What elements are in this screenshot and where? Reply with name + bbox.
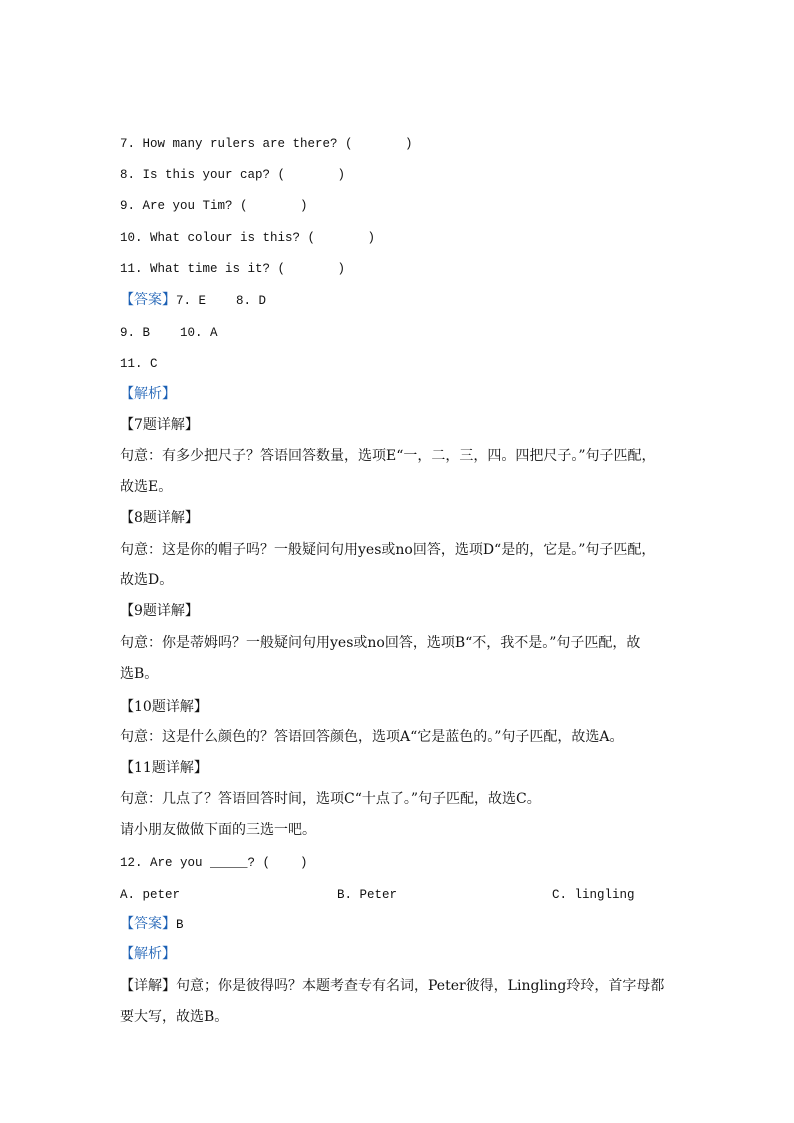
option-a: A. peter [120,888,181,902]
detail-10-line-1: 句意：这是什么颜色的？答语回答颜色，选项A“它是蓝色的。”句子匹配，故选A。 [120,729,624,745]
instruction: 请小朋友做做下面的三选一吧。 [120,822,316,838]
analysis-12-text: 句意；你是彼得吗？本题考查专有名词，Peter彼得，Lingling玲玲，首字母都 [176,978,665,994]
answer-12-line [120,915,184,934]
answer-12-tag: 【答案】 [120,916,176,932]
detail-8-line-1: 句意：这是你的帽子吗？一般疑问句用yes或no回答，选项D“是的，它是。”句子匹配， [120,542,656,558]
detail-11-line-1: 句意：几点了？答语回答时间，选项C“十点了。”句子匹配，故选C。 [120,791,541,807]
detail-7-line-1: 句意：有多少把尺子？答语回答数量，选项E“一，二，三，四。四把尺子。”句子匹配， [120,448,656,464]
question-9: 9. Are you Tim? ( ) [120,199,308,213]
detail-9-line-1: 句意：你是蒂姆吗？一般疑问句用yes或no回答，选项B“不，我不是。”句子匹配，故 [120,635,641,651]
question-10: 10. What colour is this? ( ) [120,231,376,245]
answer-line-3: 11. C [120,357,158,371]
analysis-tag: 【解析】 [120,386,176,402]
detail-8-line-2: 故选D。 [120,572,174,588]
answer-line-2: 9. B 10. A [120,326,218,340]
detail-10-heading: 【10题详解】 [120,699,208,715]
question-12: 12. Are you _____? ( ) [120,856,308,870]
question-7: 7. How many rulers are there? ( ) [120,137,413,151]
analysis-12-tag: 【解析】 [120,946,176,962]
answer-tag: 【答案】 [120,292,176,308]
detail-11-heading: 【11题详解】 [120,760,208,776]
option-c: C. lingling [552,888,635,902]
detail-8-heading: 【8题详解】 [120,510,199,526]
detail-9-line-2: 选B。 [120,666,159,682]
detail-7-heading: 【7题详解】 [120,417,199,433]
detail-7-line-2: 故选E。 [120,479,173,495]
option-b: B. Peter [337,888,398,902]
analysis-12-line-2: 要大写，故选B。 [120,1009,229,1025]
question-8: 8. Is this your cap? ( ) [120,168,346,182]
answer-12-value: B [176,918,184,932]
detail-9-heading: 【9题详解】 [120,603,199,619]
answer-values-1: 7. E 8. D [176,294,267,308]
question-11: 11. What time is it? ( ) [120,262,346,276]
analysis-12-line-1 [120,977,664,995]
detail-12-tag: 【详解】 [120,978,176,994]
answer-line-1 [120,291,266,310]
